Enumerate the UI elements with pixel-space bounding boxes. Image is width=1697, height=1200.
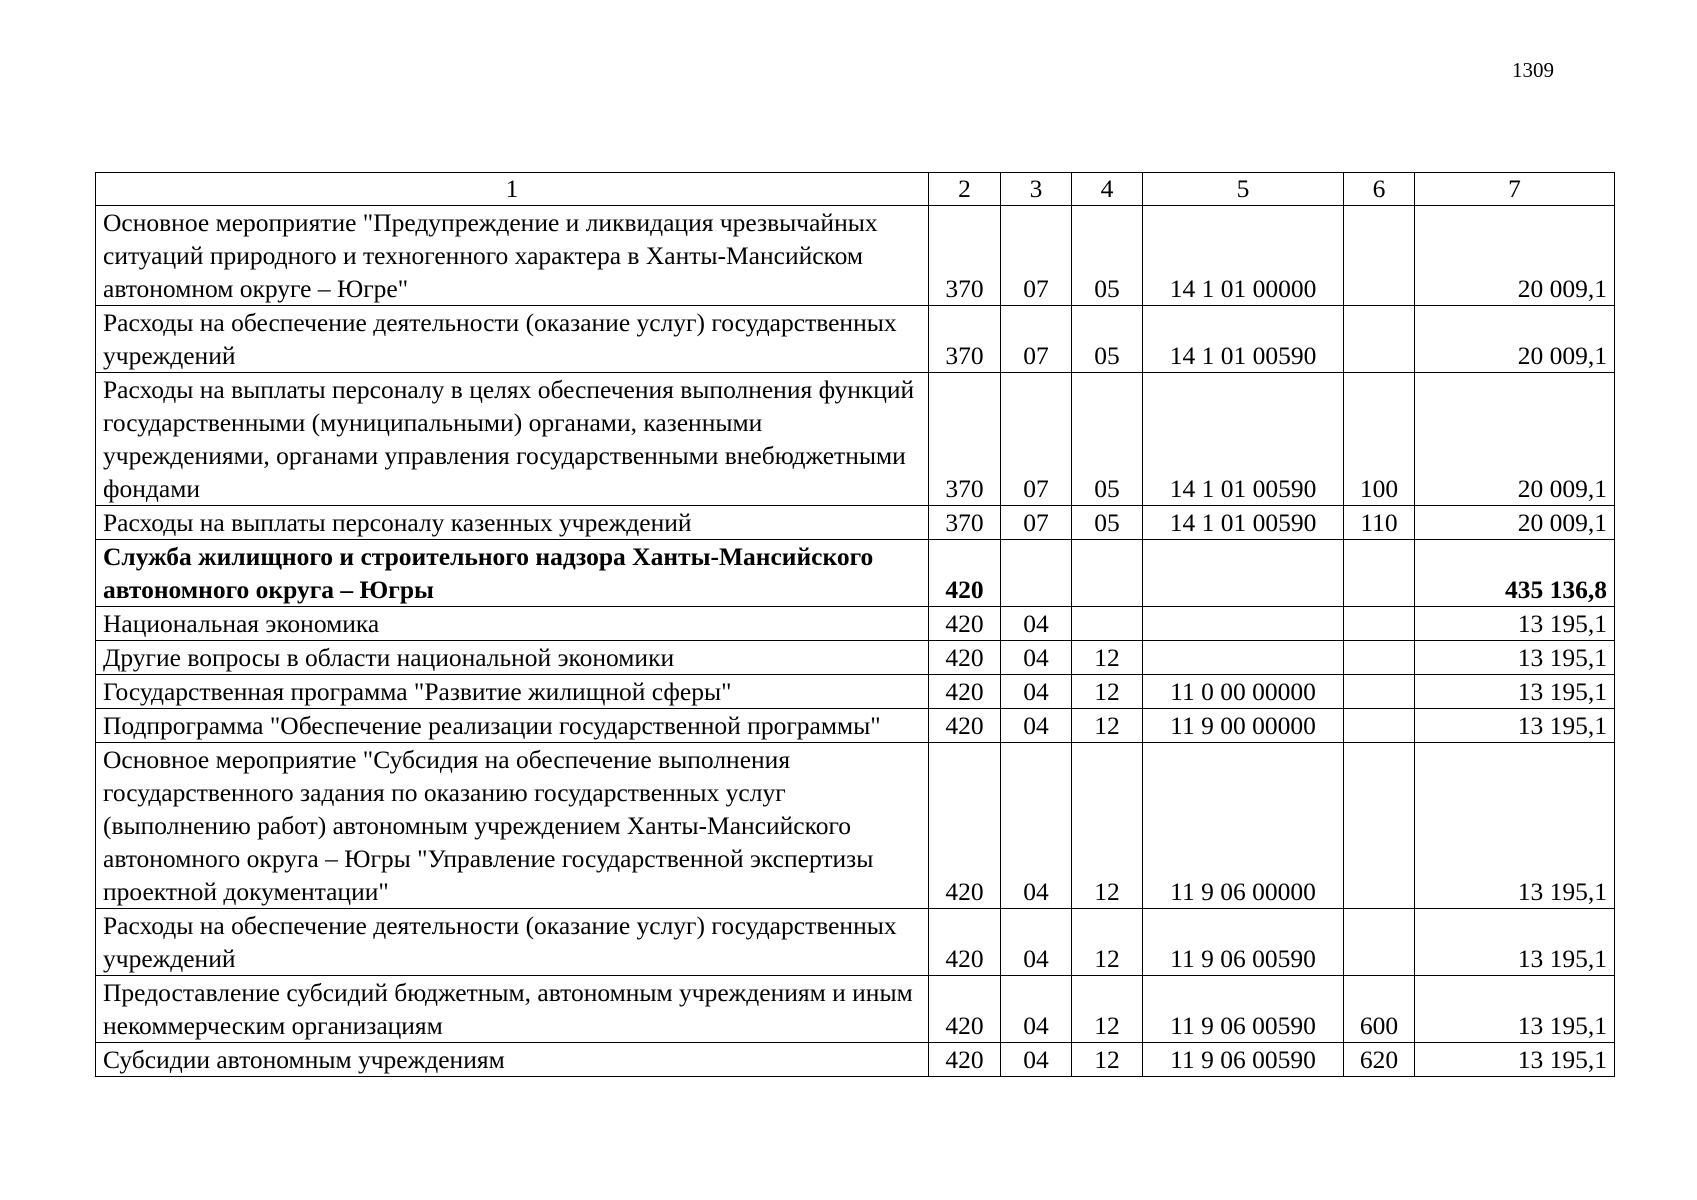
- subsection-cell: 12: [1072, 909, 1143, 976]
- row-name-cell: Другие вопросы в области национальной экономики: [96, 641, 929, 675]
- admin-code-cell: 420: [929, 909, 1001, 976]
- admin-code-cell: 420: [929, 1043, 1001, 1077]
- row-name-cell: Расходы на обеспечение деятельности (оказание услуг) государственных учреждений: [96, 909, 929, 976]
- row-name-cell: Подпрограмма "Обеспечение реализации государственной программы": [96, 709, 929, 743]
- target-article-cell: 14 1 01 00590: [1143, 306, 1344, 373]
- table-row: [96, 675, 1615, 709]
- amount-cell: 20 009,1: [1415, 306, 1615, 373]
- amount-cell: 13 195,1: [1415, 743, 1615, 909]
- section-cell: 04: [1001, 743, 1072, 909]
- column-header: 5: [1143, 173, 1344, 206]
- table-row: [96, 607, 1615, 641]
- amount-cell: 13 195,1: [1415, 675, 1615, 709]
- row-name-cell: Основное мероприятие "Субсидия на обеспечение выполнения государственного задания по оказанию государственных услуг (выполнению работ) автономным учреждением Ханты-Мансийского автономного округа – Югры "Управление государственной экспертизы проектной документации": [96, 743, 929, 909]
- row-name-cell: Государственная программа "Развитие жилищной сферы": [96, 675, 929, 709]
- subsection-cell: 05: [1072, 306, 1143, 373]
- expense-type-cell: 110: [1344, 506, 1415, 540]
- table-row: [96, 206, 1615, 306]
- admin-code-cell: 370: [929, 373, 1001, 506]
- section-cell: 07: [1001, 373, 1072, 506]
- admin-code-cell: 420: [929, 976, 1001, 1043]
- expense-type-cell: [1344, 743, 1415, 909]
- expense-type-cell: [1344, 306, 1415, 373]
- section-cell: 04: [1001, 675, 1072, 709]
- row-name-cell: Национальная экономика: [96, 607, 929, 641]
- section-cell: 04: [1001, 976, 1072, 1043]
- column-header: 7: [1415, 173, 1615, 206]
- section-cell: [1001, 540, 1072, 607]
- section-cell: 07: [1001, 206, 1072, 306]
- subsection-cell: 05: [1072, 373, 1143, 506]
- expense-type-cell: [1344, 206, 1415, 306]
- expense-type-cell: [1344, 709, 1415, 743]
- expense-type-cell: [1344, 607, 1415, 641]
- admin-code-cell: 370: [929, 506, 1001, 540]
- section-cell: 04: [1001, 709, 1072, 743]
- row-name-cell: Субсидии автономным учреждениям: [96, 1043, 929, 1077]
- section-cell: 04: [1001, 641, 1072, 675]
- target-article-cell: 11 9 06 00590: [1143, 1043, 1344, 1077]
- expense-type-cell: 620: [1344, 1043, 1415, 1077]
- amount-cell: 20 009,1: [1415, 206, 1615, 306]
- expense-type-cell: [1344, 675, 1415, 709]
- table-row: [96, 506, 1615, 540]
- column-header: 4: [1072, 173, 1143, 206]
- column-header: 6: [1344, 173, 1415, 206]
- amount-cell: 13 195,1: [1415, 1043, 1615, 1077]
- section-cell: 04: [1001, 1043, 1072, 1077]
- column-header: 3: [1001, 173, 1072, 206]
- admin-code-cell: 370: [929, 306, 1001, 373]
- amount-cell: 20 009,1: [1415, 506, 1615, 540]
- expense-type-cell: [1344, 540, 1415, 607]
- expense-type-cell: [1344, 909, 1415, 976]
- target-article-cell: 11 9 06 00000: [1143, 743, 1344, 909]
- table-row: [96, 641, 1615, 675]
- admin-code-cell: 420: [929, 540, 1001, 607]
- table-row: [96, 1043, 1615, 1077]
- section-cell: 04: [1001, 607, 1072, 641]
- expense-type-cell: 600: [1344, 976, 1415, 1043]
- admin-code-cell: 420: [929, 675, 1001, 709]
- target-article-cell: [1143, 641, 1344, 675]
- amount-cell: 13 195,1: [1415, 909, 1615, 976]
- column-header: 1: [96, 173, 929, 206]
- amount-cell: 13 195,1: [1415, 976, 1615, 1043]
- amount-cell: 13 195,1: [1415, 641, 1615, 675]
- amount-cell: 20 009,1: [1415, 373, 1615, 506]
- table-header-row: [96, 173, 1615, 206]
- section-cell: 04: [1001, 909, 1072, 976]
- admin-code-cell: 420: [929, 743, 1001, 909]
- page-number: 1309: [1512, 58, 1554, 82]
- amount-cell: 13 195,1: [1415, 607, 1615, 641]
- subsection-cell: 12: [1072, 675, 1143, 709]
- row-name-cell: Служба жилищного и строительного надзора Ханты-Мансийского автономного округа – Югры: [96, 540, 929, 607]
- column-header: 2: [929, 173, 1001, 206]
- table-row: [96, 373, 1615, 506]
- row-name-cell: Предоставление субсидий бюджетным, автономным учреждениям и иным некоммерческим организациям: [96, 976, 929, 1043]
- section-cell: 07: [1001, 506, 1072, 540]
- expense-type-cell: [1344, 641, 1415, 675]
- target-article-cell: 11 9 06 00590: [1143, 909, 1344, 976]
- subsection-cell: 12: [1072, 709, 1143, 743]
- expense-type-cell: 100: [1344, 373, 1415, 506]
- admin-code-cell: 420: [929, 709, 1001, 743]
- target-article-cell: 14 1 01 00590: [1143, 506, 1344, 540]
- table-row: [96, 306, 1615, 373]
- target-article-cell: 14 1 01 00000: [1143, 206, 1344, 306]
- subsection-cell: 12: [1072, 1043, 1143, 1077]
- table-row: [96, 976, 1615, 1043]
- subsection-cell: 05: [1072, 506, 1143, 540]
- row-name-cell: Расходы на выплаты персоналу казенных учреждений: [96, 506, 929, 540]
- subsection-cell: [1072, 540, 1143, 607]
- admin-code-cell: 420: [929, 607, 1001, 641]
- target-article-cell: [1143, 607, 1344, 641]
- target-article-cell: 11 0 00 00000: [1143, 675, 1344, 709]
- target-article-cell: 11 9 00 00000: [1143, 709, 1344, 743]
- target-article-cell: [1143, 540, 1344, 607]
- target-article-cell: 11 9 06 00590: [1143, 976, 1344, 1043]
- row-name-cell: Расходы на обеспечение деятельности (оказание услуг) государственных учреждений: [96, 306, 929, 373]
- table-row: [96, 909, 1615, 976]
- admin-code-cell: 370: [929, 206, 1001, 306]
- subsection-cell: 12: [1072, 743, 1143, 909]
- subsection-cell: 12: [1072, 641, 1143, 675]
- amount-cell: 13 195,1: [1415, 709, 1615, 743]
- admin-code-cell: 420: [929, 641, 1001, 675]
- table-row: [96, 743, 1615, 909]
- subsection-cell: [1072, 607, 1143, 641]
- row-name-cell: Основное мероприятие "Предупреждение и ликвидация чрезвычайных ситуаций природного и техногенного характера в Ханты-Мансийском автономном округе – Югре": [96, 206, 929, 306]
- subsection-cell: 05: [1072, 206, 1143, 306]
- table-row: [96, 709, 1615, 743]
- section-cell: 07: [1001, 306, 1072, 373]
- target-article-cell: 14 1 01 00590: [1143, 373, 1344, 506]
- budget-table: [95, 172, 1615, 1077]
- table-row: [96, 540, 1615, 607]
- row-name-cell: Расходы на выплаты персоналу в целях обеспечения выполнения функций государственными (муниципальными) органами, казенными учреждениями, органами управления государственными внебюджетными фондами: [96, 373, 929, 506]
- amount-cell: 435 136,8: [1415, 540, 1615, 607]
- subsection-cell: 12: [1072, 976, 1143, 1043]
